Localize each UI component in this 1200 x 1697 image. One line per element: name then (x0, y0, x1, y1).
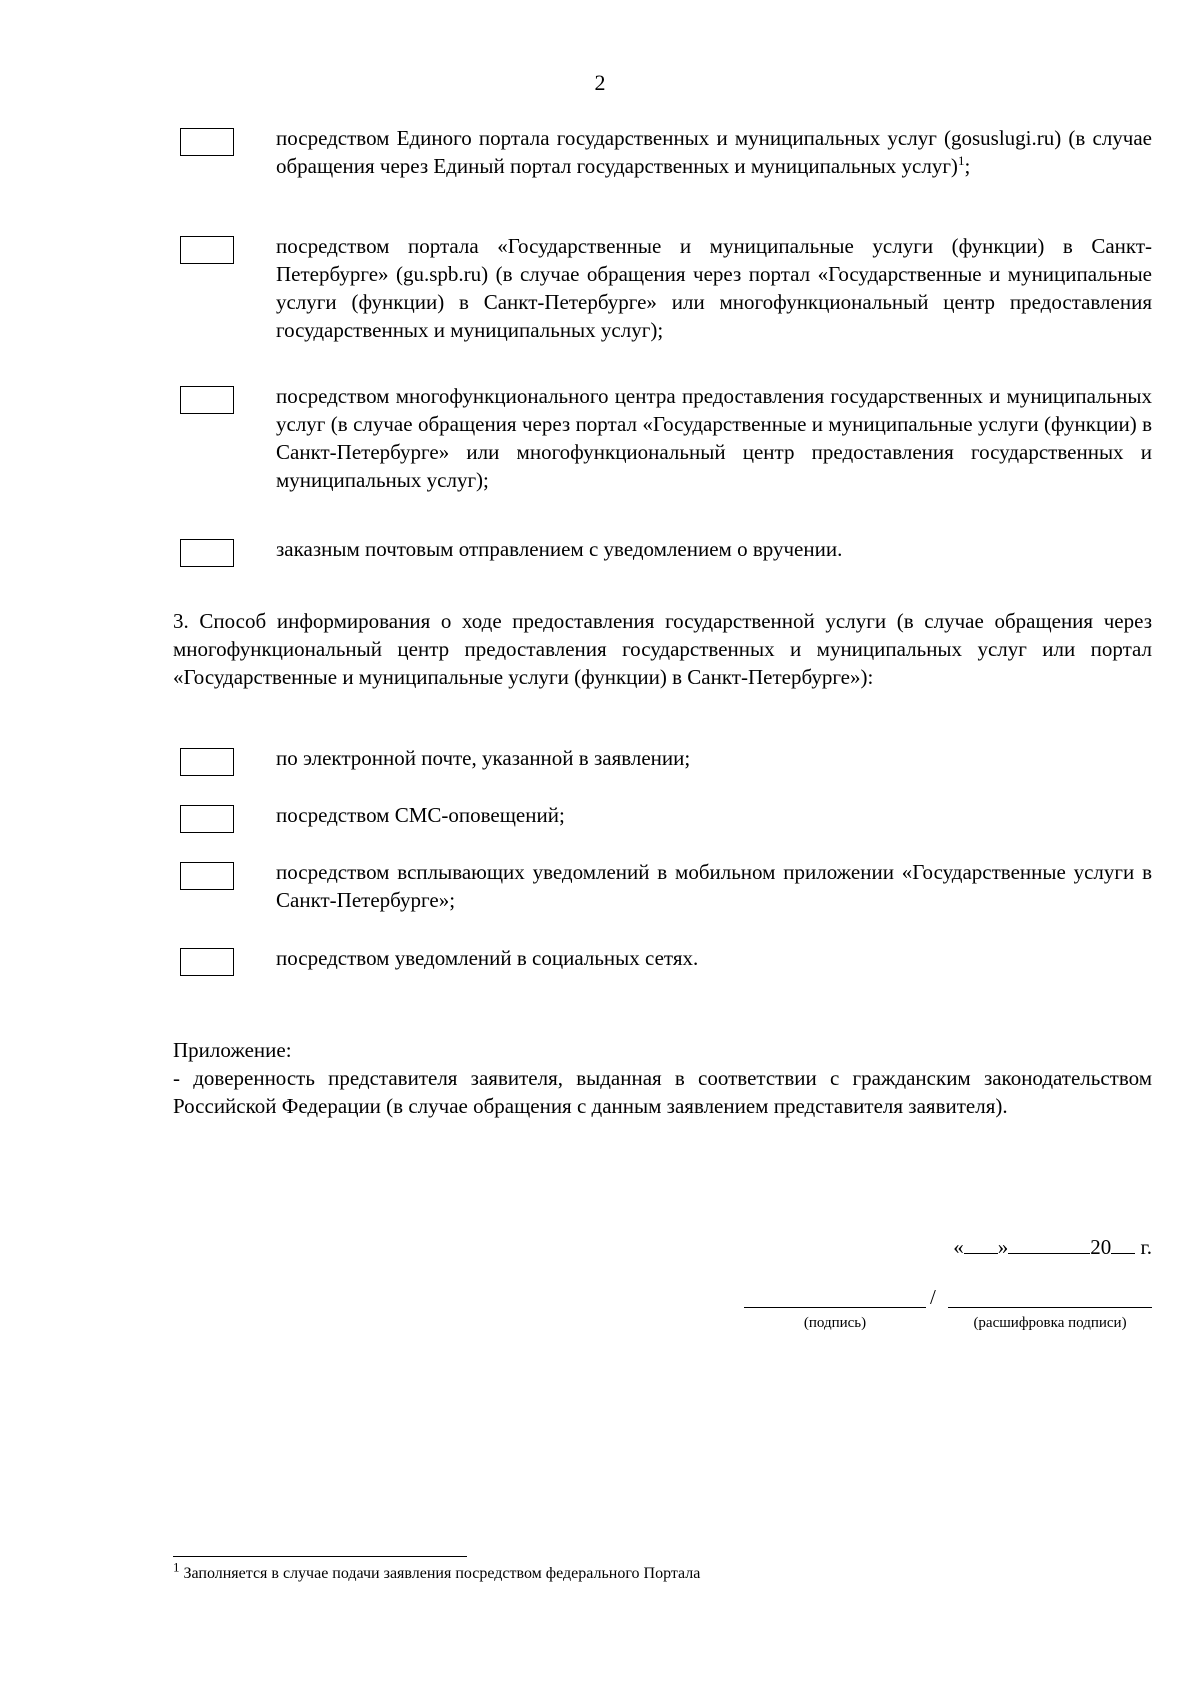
attachment-item: - доверенность представителя заявителя, выданная в соответствии с гражданским законодательством Российской Федерации (в случае обращения с данным заявлением представителя заявителя). (173, 1066, 1152, 1118)
signature-decode-line[interactable] (948, 1307, 1152, 1308)
checkbox-sms[interactable] (180, 805, 234, 833)
footnote-text: Заполняется в случае подачи заявления посредством федерального Портала (183, 1565, 701, 1582)
notify-option-label: посредством СМС-оповещений; (276, 803, 565, 827)
delivery-option-label: посредством Единого портала государственных и муниципальных услуг (gosuslugi.ru) (в случае обращения через Единый портал государственных и муниципальных услуг)$^1$; (276, 126, 1152, 178)
notify-option-label: по электронной почте, указанной в заявлении; (276, 746, 691, 770)
checkbox-gu-spb[interactable] (180, 236, 234, 264)
checkbox-social[interactable] (180, 948, 234, 976)
year-blank[interactable] (1111, 1233, 1135, 1254)
signature-slash: / (930, 1285, 936, 1309)
checkbox-mfc[interactable] (180, 386, 234, 414)
footnote-mark: 1 (173, 1559, 180, 1575)
page-number: 2 (594, 70, 606, 95)
checkbox-push[interactable] (180, 862, 234, 890)
notify-option-label: посредством уведомлений в социальных сетях. (276, 946, 699, 970)
notify-option-label: посредством всплывающих уведомлений в мобильном приложении «Государственные услуги в Санкт-Петербурге»; (276, 860, 1152, 912)
month-blank[interactable] (1008, 1233, 1090, 1254)
footnote-divider (173, 1556, 467, 1557)
signature-line[interactable] (744, 1307, 926, 1308)
signature-caption: (подпись) (803, 1315, 867, 1331)
delivery-option-label: посредством многофункционального центра предоставления государственных и муниципальных услуг (в случае обращения через портал «Государственные и муниципальные услуги (функции) в Санкт-Петербурге» или многофункциональный центр предоставления государственных и муниципальных услуг); (276, 384, 1152, 492)
section3-heading: 3. Способ информирования о ходе предоставления государственной услуги (в случае обращения через многофункциональный центр предоставления государственных и муниципальных услуг или портал «Государственные и муниципальные услуги (функции) в Санкт-Петербурге»): (173, 609, 1152, 689)
footnote-ref: 1 (957, 153, 965, 168)
checkbox-email[interactable] (180, 748, 234, 776)
signature-decode-caption: (расшифровка подписи) (973, 1315, 1127, 1331)
checkbox-epgu[interactable] (180, 128, 234, 156)
footnote (173, 1559, 701, 1583)
day-blank[interactable] (964, 1233, 998, 1254)
attachment-title: Приложение: (173, 1038, 292, 1062)
delivery-option-label: заказным почтовым отправлением с уведомлением о вручении. (276, 537, 843, 561)
checkbox-post[interactable] (180, 539, 234, 567)
date-field: « » 20 г. (953, 1235, 1152, 1259)
delivery-option-label: посредством портала «Государственные и муниципальные услуги (функции) в Санкт-Петербурге» (gu.spb.ru) (в случае обращения через портал «Государственные и муниципальные услуги (функции) в Санкт-Петербурге» или многофункциональный центр предоставления государственных и муниципальных услуг); (276, 234, 1152, 342)
